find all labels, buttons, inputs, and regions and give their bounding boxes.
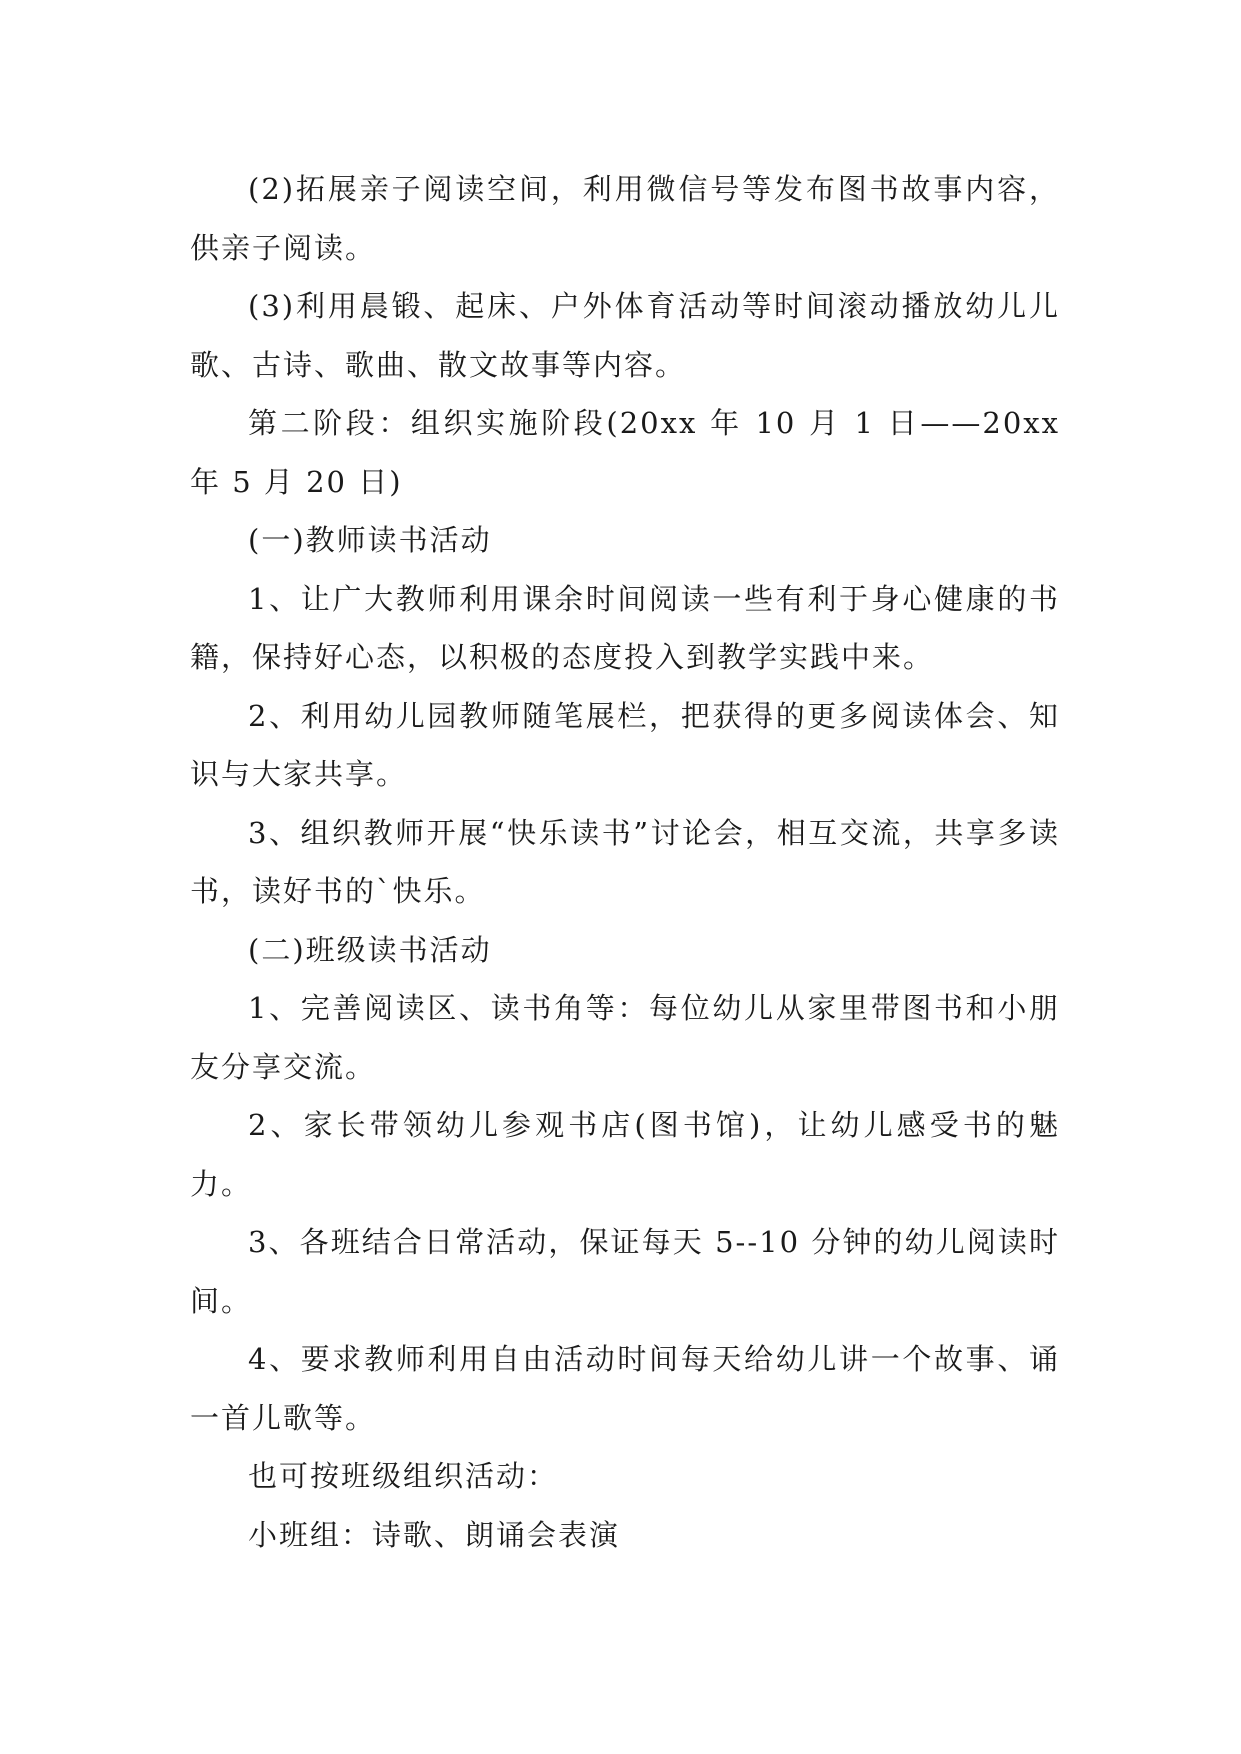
paragraph: (3)利用晨锻、起床、户外体育活动等时间滚动播放幼儿儿歌、古诗、歌曲、散文故事等内容。 [190,289,1060,382]
section-heading: (二)班级读书活动 [248,932,492,967]
paragraph: 4、要求教师利用自由活动时间每天给幼儿讲一个故事、诵一首儿歌等。 [190,1342,1060,1435]
paragraph: 3、各班结合日常活动，保证每天 5--10 分钟的幼儿阅读时间。 [190,1225,1060,1318]
paragraph: (2)拓展亲子阅读空间，利用微信号等发布图书故事内容，供亲子阅读。 [190,172,1060,265]
document-body [190,160,1060,1564]
paragraph: 3、组织教师开展“快乐读书”讨论会，相互交流，共享多读书，读好书的`快乐。 [190,815,1060,908]
paragraph: 1、让广大教师利用课余时间阅读一些有利于身心健康的书籍，保持好心态，以积极的态度投入到教学实践中来。 [190,581,1060,674]
paragraph: 2、家长带领幼儿参观书店(图书馆)，让幼儿感受书的魅力。 [190,1108,1060,1201]
paragraph: 第二阶段：组织实施阶段(20xx 年 10 月 1 日——20xx 年 5 月 20 日) [190,406,1060,499]
paragraph: 小班组：诗歌、朗诵会表演 [248,1517,621,1552]
paragraph: 1、完善阅读区、读书角等：每位幼儿从家里带图书和小朋友分享交流。 [190,991,1060,1084]
paragraph: 也可按班级组织活动： [248,1459,559,1493]
paragraph: 2、利用幼儿园教师随笔展栏，把获得的更多阅读体会、知识与大家共享。 [190,698,1060,791]
section-heading: (一)教师读书活动 [248,523,492,557]
